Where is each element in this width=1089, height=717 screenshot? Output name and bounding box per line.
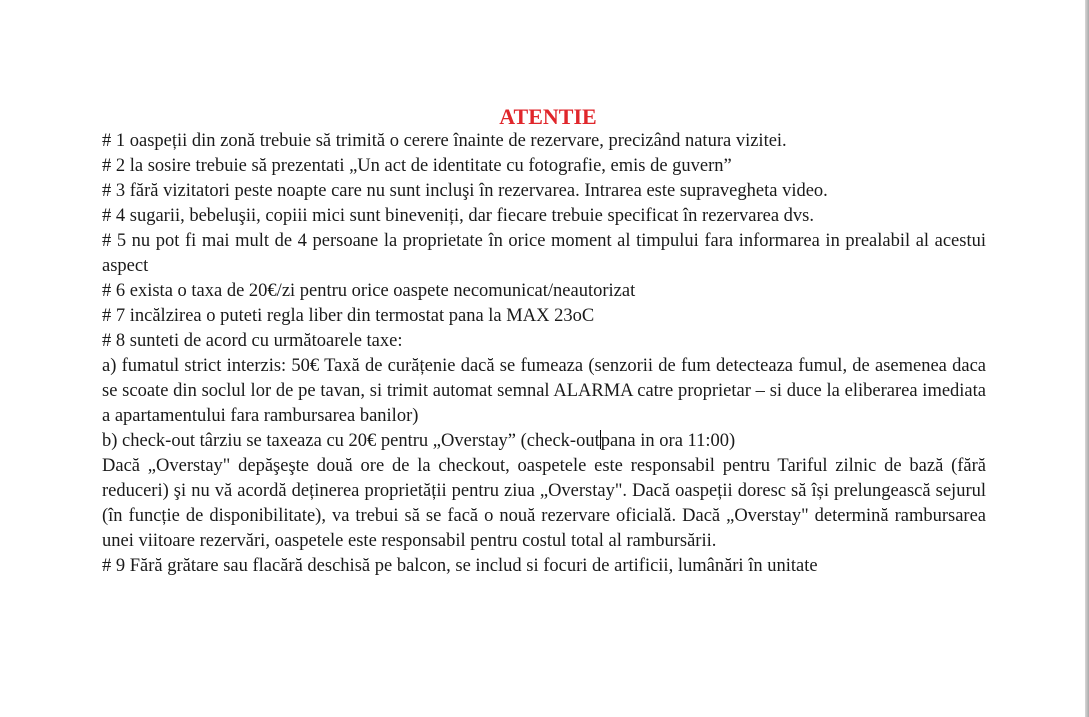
rule-8a-smoking: a) fumatul strict interzis: 50€ Taxă de curățenie dacă se fumeaza (senzorii de fum detecteaza fumul, de asemenea daca se scoate din soclul lor de pe tavan, si trimit automat semnal ALARMA catre proprietar – si duce la eliberarea imediata a apartamentului fara rambursarea banilor) bbox=[102, 356, 986, 426]
document-title: ATENTIE bbox=[499, 104, 597, 129]
rule-3: # 3 fără vizitatori peste noapte care nu sunt incluşi în rezervarea. Intrarea este supravegheta video. bbox=[102, 181, 828, 201]
rule-8b-text-start: b) check-out târziu se taxeaza cu 20€ pentru „Overstay” (check-out bbox=[102, 431, 600, 451]
rule-8b-text-end: pana in ora 11:00) bbox=[600, 431, 736, 451]
rule-2: # 2 la sosire trebuie să prezentati „Un act de identitate cu fotografie, emis de guvern” bbox=[102, 156, 732, 176]
rule-6: # 6 exista o taxa de 20€/zi pentru orice oaspete necomunicat/neautorizat bbox=[102, 281, 636, 301]
page-right-edge bbox=[1085, 0, 1089, 717]
rule-9: # 9 Fără grătare sau flacără deschisă pe balcon, se includ si focuri de artificii, lumânări în unitate bbox=[102, 556, 818, 576]
rule-8: # 8 sunteti de acord cu următoarele taxe: bbox=[102, 331, 403, 351]
overstay-paragraph: Dacă „Overstay" depăşeşte două ore de la checkout, oaspetele este responsabil pentru Tariful zilnic de bază (fără reduceri) şi nu vă acordă deținerea proprietății pentru ziua „Overstay". Dacă oaspeții doresc să își prelungească sejurul (în funcție de disponibilitate), va trebui să se facă o nouă rezervare oficială. Dacă „Overstay" determină rambursarea unei viitoare rezervări, oaspetele este responsabil pentru costul total al rambursării. bbox=[102, 456, 986, 551]
document-body bbox=[102, 104, 986, 579]
rule-5: # 5 nu pot fi mai mult de 4 persoane la proprietate în orice moment al timpului fara informarea in prealabil al acestui aspect bbox=[102, 231, 986, 276]
rule-1: # 1 oaspeții din zonă trebuie să trimită o cerere înainte de rezervare, precizând natura vizitei. bbox=[102, 131, 787, 151]
rule-4: # 4 sugarii, bebeluşii, copiii mici sunt bineveniți, dar fiecare trebuie specificat în rezervarea dvs. bbox=[102, 206, 814, 226]
rule-7: # 7 incălzirea o puteti regla liber din termostat pana la MAX 23oC bbox=[102, 306, 595, 326]
rule-8b-late-checkout bbox=[102, 429, 986, 454]
